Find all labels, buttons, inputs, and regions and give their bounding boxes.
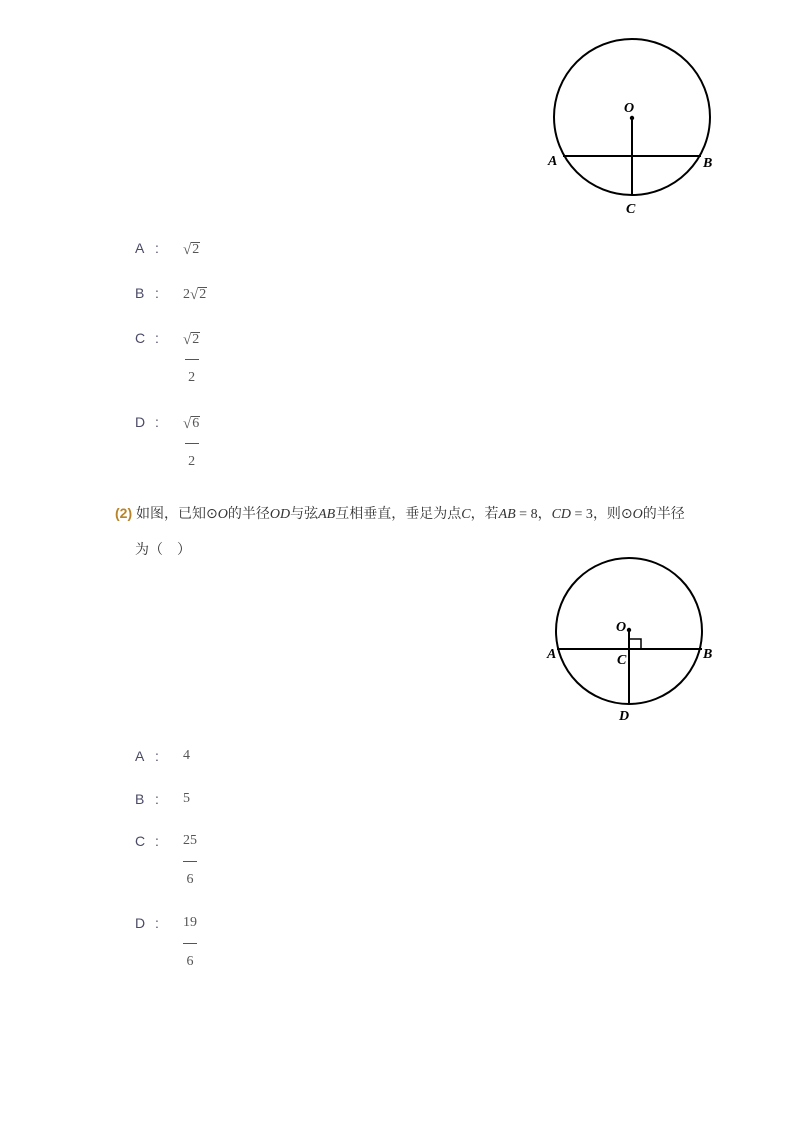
q1-figure	[540, 30, 730, 225]
sqrt-expression: √ 2	[183, 242, 200, 258]
coefficient: 2	[183, 287, 190, 302]
option-sep: :	[155, 748, 159, 764]
label-c: C	[626, 202, 636, 217]
q2-stem: (2) 如图，已知⊙O的半径OD与弦AB互相垂直，垂足为点C，若AB = 8，CD = 3，则⊙O的半径 为（ ）	[115, 496, 725, 566]
label-o: O	[616, 620, 627, 635]
q2-figure	[540, 550, 730, 735]
q2-option-d[interactable]	[135, 915, 197, 970]
q2-option-b[interactable]	[135, 791, 190, 807]
label-c: C	[617, 653, 627, 668]
fraction: √ 2 2	[183, 332, 200, 385]
option-sep: :	[155, 833, 159, 849]
option-letter: A	[135, 240, 145, 256]
label-a: A	[548, 154, 558, 169]
right-angle-mark	[629, 639, 641, 649]
option-letter: C	[135, 330, 146, 346]
option-sep: :	[155, 414, 159, 430]
option-sep: :	[155, 915, 159, 931]
option-letter: D	[135, 915, 146, 931]
option-sep: :	[155, 330, 159, 346]
q2-option-a[interactable]	[135, 748, 190, 764]
question-line-2: 为（ ）	[135, 541, 191, 557]
option-sep: :	[155, 240, 159, 256]
center-point	[627, 628, 631, 632]
fraction: $\frac{25}{6}$	[183, 833, 197, 887]
label-b: B	[703, 647, 713, 662]
question-number: (2)	[115, 505, 133, 521]
option-value: 5	[183, 791, 190, 806]
fraction: $\frac{19}{6}$	[183, 915, 197, 969]
option-sep: :	[155, 285, 159, 301]
label-b: B	[703, 156, 713, 171]
q1-option-c[interactable]	[135, 330, 200, 386]
option-letter: A	[135, 748, 145, 764]
option-letter: B	[135, 791, 145, 807]
option-letter: D	[135, 414, 146, 430]
q2-option-c[interactable]	[135, 833, 197, 888]
center-point	[630, 116, 634, 120]
q1-option-a[interactable]	[135, 240, 200, 257]
option-letter: C	[135, 833, 146, 849]
option-sep: :	[155, 791, 159, 807]
label-a: A	[547, 647, 557, 662]
q1-option-b[interactable]	[135, 285, 207, 302]
option-value: 4	[183, 748, 190, 763]
option-letter: B	[135, 285, 145, 301]
fraction: √ 6 2	[183, 416, 200, 469]
label-d: D	[619, 709, 630, 724]
label-o: O	[624, 101, 635, 116]
sqrt-expression: 2 √ 2	[183, 287, 207, 303]
q1-option-d[interactable]	[135, 414, 200, 470]
